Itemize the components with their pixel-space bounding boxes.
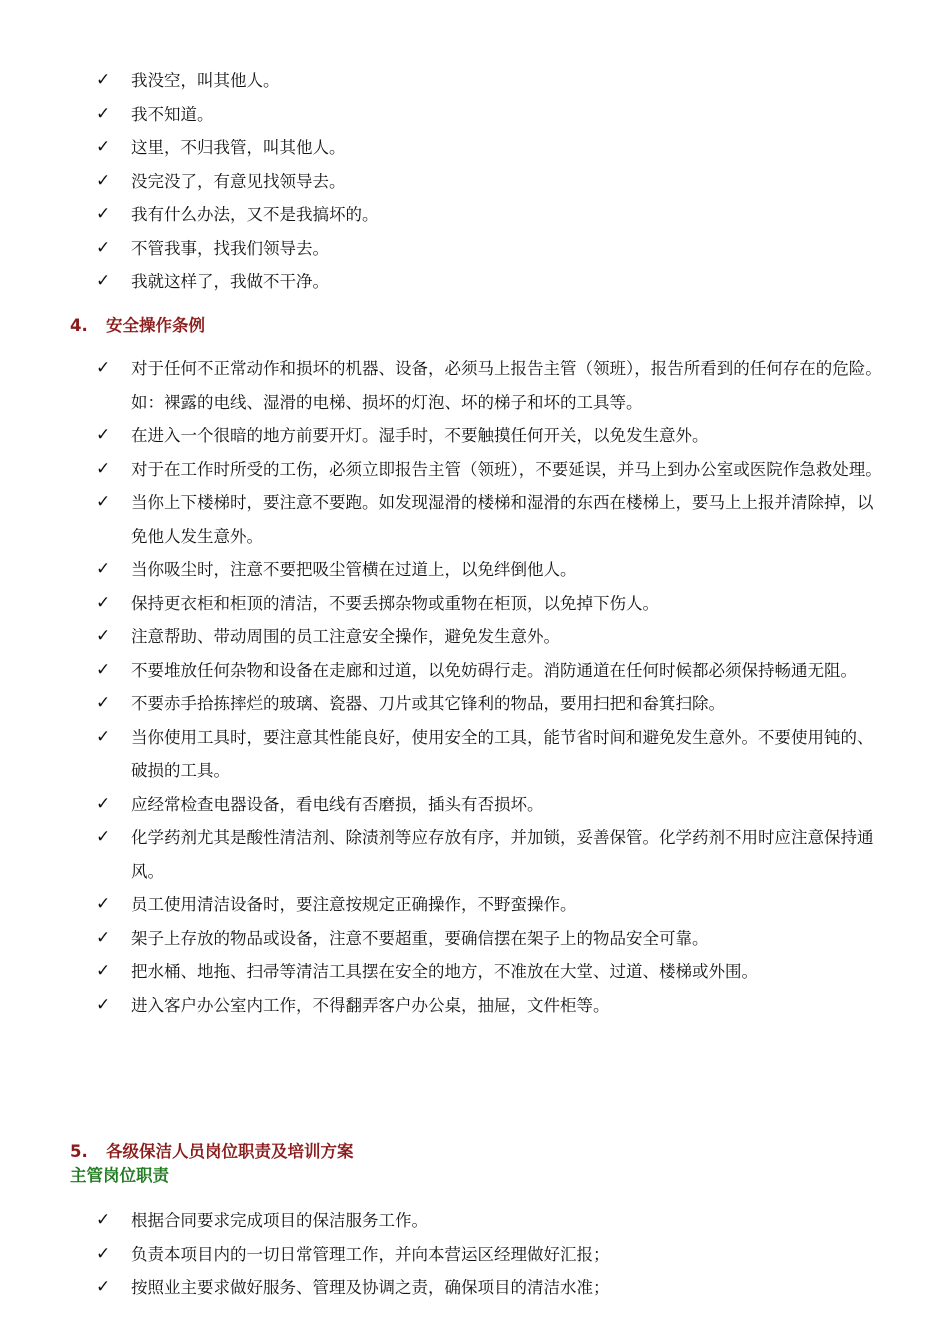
checkmark-icon: ✓	[96, 961, 111, 981]
list-item	[0, 352, 950, 419]
list-item-text: 员工使用清洁设备时，要注意按规定正确操作，不野蛮操作。	[131, 895, 577, 914]
checkmark-icon: ✓	[96, 358, 111, 378]
checkmark-icon: ✓	[96, 271, 111, 291]
list-item-text: 在进入一个很暗的地方前要开灯。湿手时，不要触摸任何开关，以免发生意外。	[131, 426, 709, 445]
list-item-text: 保持更衣柜和柜顶的清洁，不要丢掷杂物或重物在柜顶，以免掉下伤人。	[131, 593, 659, 613]
safety-rules-list	[0, 352, 950, 1022]
list-item-text: 不要赤手拾拣摔烂的玻璃、瓷器、刀片或其它锋利的物品，要用扫把和畚箕扫除。	[131, 694, 725, 713]
list-item	[0, 553, 950, 587]
section-5-subtitle: 主管岗位职责	[70, 1166, 169, 1185]
list-item	[0, 721, 950, 788]
checkmark-icon: ✓	[96, 659, 111, 680]
list-item-text: 根据合同要求完成项目的保洁服务工作。	[131, 1211, 428, 1230]
list-item	[0, 687, 950, 721]
section-4-number: 4.	[70, 316, 88, 335]
checkmark-icon: ✓	[96, 827, 111, 847]
checkmark-icon: ✓	[96, 1210, 111, 1230]
list-item-text: 进入客户办公室内工作，不得翻弄客户办公桌，抽屉，文件柜等。	[131, 995, 610, 1015]
checkmark-icon: ✓	[96, 592, 111, 613]
list-item-text: 当你上下楼梯时，要注意不要跑。如发现湿滑的楼梯和湿滑的东西在楼梯上，要马上上报并清除掉，以免他人发生意外。	[131, 493, 874, 546]
list-item-text: 我没空，叫其他人。	[131, 71, 280, 90]
checkmark-icon: ✓	[96, 70, 111, 90]
list-item-text: 不管我事，找我们领导去。	[131, 238, 329, 258]
list-item-text: 没完没了，有意见找领导去。	[131, 171, 346, 191]
list-item-text: 对于任何不正常动作和损坏的机器、设备，必须马上报告主管（领班），报告所看到的任何存在的危险。如：裸露的电线、湿滑的电梯、损坏的灯泡、坏的梯子和坏的工具等。	[131, 359, 882, 412]
list-item	[0, 821, 950, 888]
checkmark-icon: ✓	[96, 492, 111, 512]
list-item	[0, 64, 950, 98]
list-item	[0, 198, 950, 232]
list-item-text: 负责本项目内的一切日常管理工作，并向本营运区经理做好汇报；	[131, 1244, 610, 1264]
list-item	[0, 165, 950, 199]
list-item-text: 注意帮助、带动周围的员工注意安全操作，避免发生意外。	[131, 627, 560, 646]
checkmark-icon: ✓	[96, 137, 111, 157]
list-item	[0, 955, 950, 989]
complaint-phrase-list	[0, 64, 950, 299]
checkmark-icon: ✓	[96, 726, 111, 747]
list-item-text: 按照业主要求做好服务、管理及协调之责，确保项目的清洁水准；	[131, 1278, 610, 1297]
list-item	[0, 587, 950, 621]
checkmark-icon: ✓	[96, 927, 111, 948]
list-item-text: 化学药剂尤其是酸性清洁剂、除渍剂等应存放有序，并加锁，妥善保管。化学药剂不用时应注意保持通风。	[131, 828, 874, 881]
checkmark-icon: ✓	[96, 559, 111, 579]
section-5-heading	[70, 1138, 354, 1162]
list-item	[0, 232, 950, 266]
list-item	[0, 131, 950, 165]
list-item-text: 我有什么办法，又不是我搞坏的。	[131, 205, 379, 224]
list-item	[0, 1238, 950, 1272]
checkmark-icon: ✓	[96, 693, 111, 713]
list-item	[0, 1271, 950, 1305]
list-item-text: 不要堆放任何杂物和设备在走廊和过道，以免妨碍行走。消防通道在任何时候都必须保持畅通无阻。	[131, 660, 857, 680]
list-item	[0, 265, 950, 299]
section-4-heading	[70, 312, 205, 336]
checkmark-icon: ✓	[96, 994, 111, 1015]
checkmark-icon: ✓	[96, 170, 111, 191]
list-item-text: 应经常检查电器设备，看电线有否磨损，插头有否损坏。	[131, 794, 544, 814]
list-item-text: 这里，不归我管，叫其他人。	[131, 138, 346, 157]
section-4-title: 安全操作条例	[106, 316, 205, 335]
section-5-number: 5.	[70, 1142, 88, 1161]
list-item-text: 当你使用工具时，要注意其性能良好，使用安全的工具，能节省时间和避免发生意外。不要使用钝的、破损的工具。	[131, 727, 874, 780]
checkmark-icon: ✓	[96, 204, 111, 224]
list-item	[0, 419, 950, 453]
list-item	[0, 788, 950, 822]
list-item	[0, 888, 950, 922]
checkmark-icon: ✓	[96, 1243, 111, 1264]
checkmark-icon: ✓	[96, 793, 111, 814]
list-item	[0, 922, 950, 956]
section-5-title: 各级保洁人员岗位职责及培训方案	[106, 1142, 354, 1161]
checkmark-icon: ✓	[96, 425, 111, 445]
checkmark-icon: ✓	[96, 1277, 111, 1297]
list-item	[0, 1204, 950, 1238]
list-item-text: 当你吸尘时，注意不要把吸尘管横在过道上，以免绊倒他人。	[131, 560, 577, 579]
list-item	[0, 453, 950, 487]
checkmark-icon: ✓	[96, 626, 111, 646]
list-item	[0, 654, 950, 688]
list-item	[0, 486, 950, 553]
list-item	[0, 98, 950, 132]
checkmark-icon: ✓	[96, 894, 111, 914]
list-item-text: 对于在工作时所受的工伤，必须立即报告主管（领班），不要延误，并马上到办公室或医院作急救处理。	[131, 459, 882, 479]
list-item-text: 我就这样了，我做不干净。	[131, 272, 329, 291]
list-item	[0, 989, 950, 1023]
checkmark-icon: ✓	[96, 103, 111, 124]
supervisor-duties-list	[0, 1204, 950, 1305]
checkmark-icon: ✓	[96, 458, 111, 479]
list-item-text: 把水桶、地拖、扫帚等清洁工具摆在安全的地方，不准放在大堂、过道、楼梯或外围。	[131, 962, 758, 981]
list-item-text: 架子上存放的物品或设备，注意不要超重，要确信摆在架子上的物品安全可靠。	[131, 928, 709, 948]
checkmark-icon: ✓	[96, 237, 111, 258]
list-item-text: 我不知道。	[131, 104, 214, 124]
list-item	[0, 620, 950, 654]
